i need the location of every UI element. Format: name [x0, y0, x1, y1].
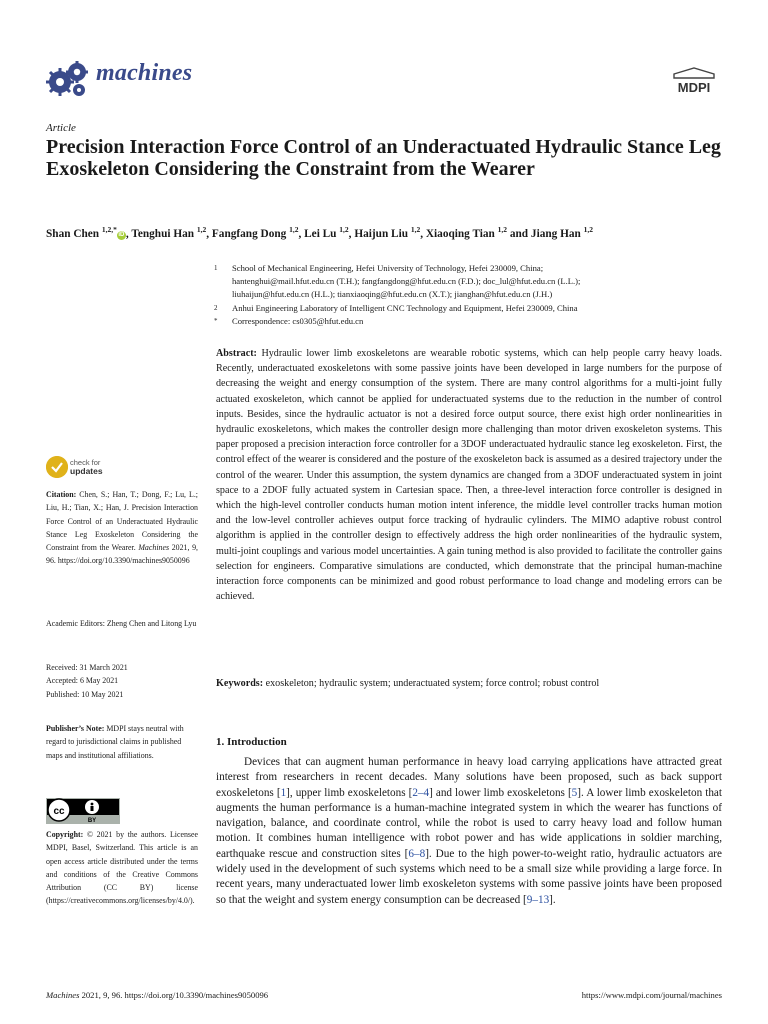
- author-affiliation-mark: 1,2,*: [101, 225, 117, 234]
- citation-link[interactable]: 5: [571, 786, 578, 799]
- journal-name[interactable]: machines: [96, 60, 193, 86]
- svg-text:cc: cc: [53, 806, 65, 817]
- citation-link[interactable]: 2–4: [412, 786, 430, 799]
- cc-by-license-icon[interactable]: [46, 798, 120, 824]
- affiliation-text: [232, 315, 724, 328]
- academic-editors: Academic Editors: Zheng Chen and Litong Lyu: [46, 619, 197, 628]
- affiliation-text: [232, 302, 724, 315]
- affiliation-line: hantenghui@mail.hfut.edu.cn (T.H.); fangfangdong@hfut.edu.cn (F.D.); doc_lul@hfut.edu.cn (L.L.);: [232, 276, 581, 287]
- author-affiliation-mark: 1,2: [410, 225, 421, 234]
- author-affiliation-mark: 1,2: [339, 225, 349, 234]
- author-name: Tenghui Han: [131, 227, 197, 240]
- article-type: Article: [46, 122, 76, 134]
- author-name: Jiang Han: [530, 227, 584, 240]
- cc-label: BY: [87, 818, 97, 824]
- keywords: [216, 676, 722, 691]
- citation-link[interactable]: 6–8: [408, 847, 426, 860]
- author-affiliation-mark: 1,2: [583, 225, 594, 234]
- keywords-label: Keywords:: [216, 678, 264, 689]
- intro-text-segment: ]. Due to the high power-to-weight ratio, hydraulic actuators are widely used in the development of such systems which need to be a small size while providing a large force. In recent years, many underactuated lower limb exoskeleton systems with some passive joints have been proposed so that the weight and system energy consumption can be decreased [: [216, 847, 722, 906]
- affiliation-mark: 2: [214, 303, 218, 312]
- author-name: Xiaoqing Tian: [425, 227, 498, 240]
- keywords-text: exoskeleton; hydraulic system; underactuated system; force control; robust control: [265, 678, 600, 689]
- footer-journal: Machines: [46, 990, 80, 1000]
- check-updates-line2: updates: [70, 466, 103, 476]
- journal-gear-logo: [46, 58, 90, 98]
- published-date: Published: 10 May 2021: [46, 689, 124, 699]
- author-name: Haijun Liu: [354, 227, 411, 240]
- copyright-block: [46, 828, 198, 908]
- intro-text-segment: ].: [549, 893, 556, 906]
- citation-label: Citation:: [46, 490, 77, 499]
- copyright-text: © 2021 by the authors. Licensee MDPI, Basel, Switzerland. This article is an open access article distributed under the terms and conditions of the Creative Commons Attribution (CC BY) license (https://creativecommons.org/licenses/by/4.0/).: [46, 830, 198, 906]
- author-list: Shan Chen $^{1,2,*}$iD , Tenghui Han $^{1,2}$, Fangfang Dong $^{1,2}$, Lei Lu $^{1,2}$, Haijun Liu $^{1,2}$, Xiaoqing Tian $^{1,2}$ and Jiang Han $^{1,2}$: [46, 225, 594, 240]
- affiliations: [214, 262, 724, 328]
- check-updates-line1: check for: [70, 458, 101, 467]
- affiliation-line: School of Mechanical Engineering, Hefei University of Technology, Hefei 230009, China;: [232, 263, 544, 273]
- author-name: Fangfang Dong: [211, 227, 290, 240]
- intro-text-segment: ] and lower limb exoskeletons [: [429, 786, 572, 799]
- abstract-text: Hydraulic lower limb exoskeletons are wearable robotic systems, which can help people carry heavy loads. Recently, underactuated exoskeletons with some passive joints have been developed in large numbers for the purpose of decreasing the weight and energy consumption of the system. There are many control algorithms for a multi-joint fully actuated exoskeleton, which cannot be applied for underactuated systems due to the reduction in the number of control inputs. Besides, since the hydraulic actuator is not a desired force output source, there exist high order nonlinearities in hydraulic exoskeletons, which makes the controller design more challenging than motor driven exoskeleton systems. This paper proposed a precision interaction force controller for a 3DOF underactuated hydraulic stance leg exoskeleton. First, the control effect of the wearer is considered and the posture of the exoskeleton back is assumed as a desired trajectory under the control of the wearer. Under this assumption, the system dynamics are changed from a 3DOF underactuated system in joint space to a 2DOF fully actuated system in Cartesian space. Then, a three-level interaction force controller is designed in which the high-level controller conducts human motion intent inference, the middle level controller tracks human motion and the low-level controller achieves output force tracking of hydraulic cylinders. The MIMO adaptive robust control algorithm is applied in the controller design to effectively address the high order nonlinearities of the hydraulic system, multi-joint couplings and various model uncertainties. A gain tuning method is also provided to facilitate the controller gains selection for engineers. Comparative simulations are conducted, which demonstrate that the principal human-machine interaction force components can be minimized and good robust performance to load change and modeling errors can be achieved.: [216, 348, 722, 603]
- author-affiliation-mark: 1,2: [497, 225, 508, 234]
- author-name: Shan Chen: [46, 227, 102, 240]
- abstract: [216, 346, 722, 604]
- author-name: Lei Lu: [304, 227, 340, 240]
- citation-journal: Machines: [138, 543, 170, 553]
- check-updates-button[interactable]: [70, 458, 103, 476]
- publisher-note-label: Publisher’s Note:: [46, 724, 105, 733]
- received-date: Received: 31 March 2021: [46, 663, 128, 672]
- copyright-label: Copyright:: [46, 830, 84, 839]
- affiliation-line: Anhui Engineering Laboratory of Intelligent CNC Technology and Equipment, Hefei 230009, China: [232, 302, 578, 313]
- affiliation-item: [214, 315, 724, 328]
- publisher-note: [46, 722, 198, 762]
- affiliation-mark: *: [214, 316, 218, 325]
- paper-title: Precision Interaction Force Control of an Underactuated Hydraulic Stance Leg Exoskeleton Considering the Constraint from the Wearer: [46, 136, 721, 180]
- affiliation-text: [232, 262, 724, 302]
- citation-text: Chen, S.; Han, T.; Dong, F.; Lu, L.; Liu, H.; Tian, X.; Han, J. Precision Interaction Force Control of an Underactuated Hydraulic Stance Leg Exoskeleton Considering the Constraint from the Wearer.: [46, 490, 198, 553]
- citation-link[interactable]: 9–13: [526, 893, 550, 906]
- publisher-name: MDPI: [677, 80, 711, 95]
- mdpi-logo[interactable]: [668, 66, 720, 96]
- publisher-note-text: MDPI stays neutral with regard to jurisdictional claims in published maps and institutional affiliations.: [46, 724, 184, 760]
- author-affiliation-mark: 1,2: [196, 225, 207, 234]
- affiliation-item: [214, 302, 724, 315]
- check-updates-icon[interactable]: [46, 456, 68, 478]
- affiliation-line: Correspondence: cs0305@hfut.edu.cn: [232, 315, 364, 326]
- introduction-paragraph: [216, 755, 722, 908]
- citation-block: [46, 488, 198, 568]
- intro-text-segment: ], upper limb exoskeletons [: [286, 786, 413, 799]
- orcid-icon[interactable]: iD: [118, 231, 125, 238]
- citation-link[interactable]: 1: [280, 786, 287, 799]
- footer-journal-url[interactable]: https://www.mdpi.com/journal/machines: [581, 990, 722, 1000]
- section-heading-introduction: 1. Introduction: [216, 736, 287, 748]
- intro-text-segment: ]. A lower limb exoskeleton that augments the human performance is a human-machine integrated system in which the wearer has functions of navigation, balance, and coordinate control, while the robot is used to carry heavy load and follow human motion. It combines human intelligence with robot power and has wide applications in soldier marching, earthquake rescue and construction sites [: [216, 786, 723, 860]
- affiliation-line: liuhaijun@hfut.edu.cn (H.L.); tianxiaoqing@hfut.edu.cn (X.T.); jianghan@hfut.edu.cn (J.H.): [232, 289, 553, 300]
- footer-doi[interactable]: 2021, 9, 96. https://doi.org/10.3390/machines9050096: [81, 990, 269, 1000]
- intro-text-segment: Devices that can augment human performance in heavy load carrying applications have attracted great interest from researchers in recent decades. Many solutions have been proposed, such as back support exoskeletons [: [216, 756, 722, 799]
- citation-doi[interactable]: 2021, 9, 96. https://doi.org/10.3390/machines9050096: [46, 543, 198, 566]
- affiliation-item: [214, 262, 724, 302]
- footer-citation: [46, 990, 268, 1000]
- accepted-date: Accepted: 6 May 2021: [46, 676, 119, 686]
- author-affiliation-mark: 1,2: [289, 225, 299, 234]
- affiliation-mark: 1: [214, 264, 218, 272]
- abstract-label: Abstract:: [216, 348, 257, 359]
- dates-block: [46, 661, 198, 701]
